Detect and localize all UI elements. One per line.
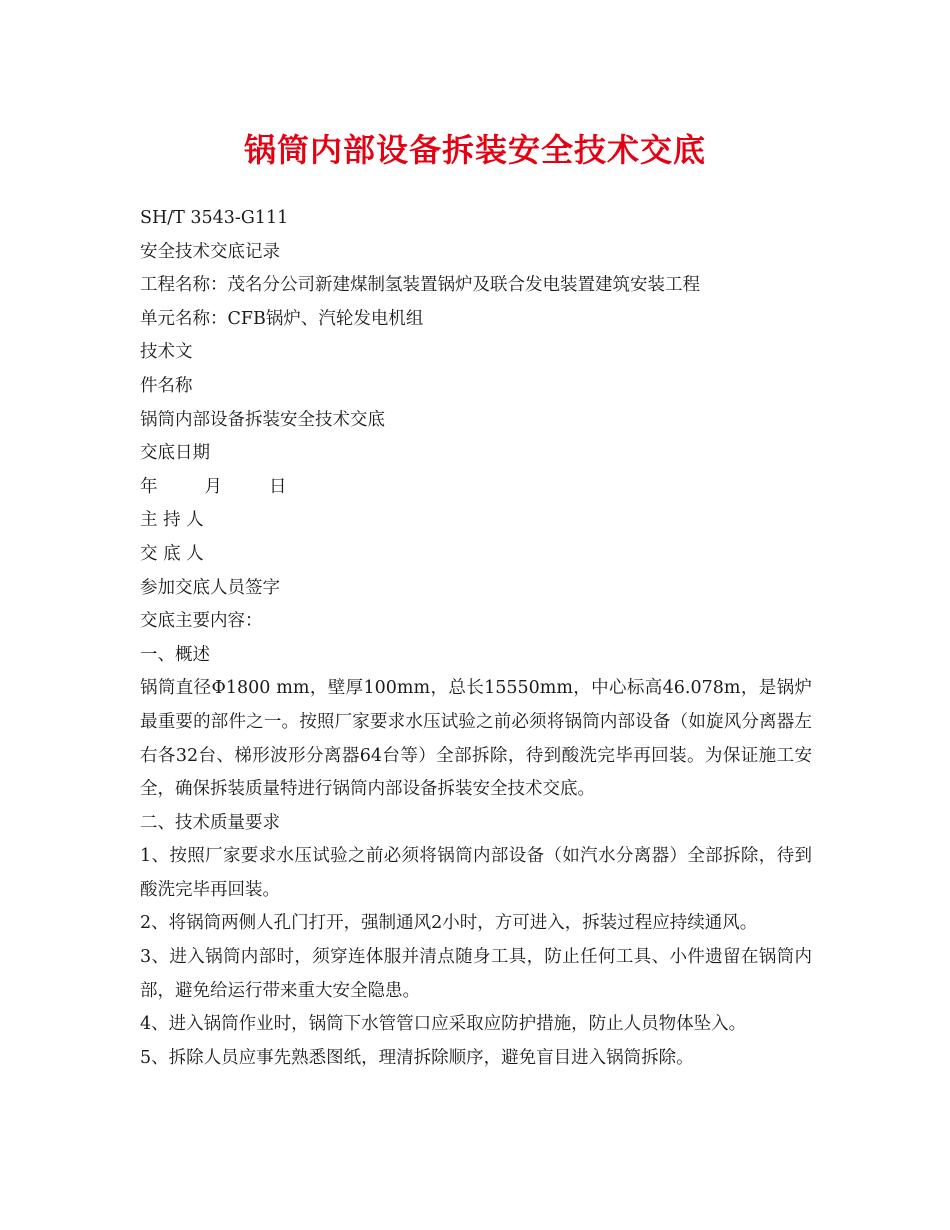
doc-name-value: 锅筒内部设备拆装安全技术交底 — [140, 409, 385, 430]
section-2-heading: 二、技术质量要求 — [140, 812, 280, 833]
host-label: 主 持 人 — [140, 510, 204, 531]
requirement-item-2: 2、将锅筒两侧人孔门打开，强制通风2小时，方可进入，拆装过程应持续通风。 — [140, 913, 758, 934]
section-1-paragraph: 锅筒直径Φ1800 mm，壁厚100mm，总长15550mm，中心标高46.078m，是锅炉最重要的部件之一。按照厂家要求水压试验之前必须将锅筒内部设备（如旋风分离器左右各32台、梯形波形分离器64台等）全部拆除，待到酸洗完毕再回装。为保证施工安全，确保拆装质量特进行锅筒内部设备拆装安全技术交底。 — [140, 678, 812, 800]
requirement-item-3: 3、进入锅筒内部时，须穿连体服并清点随身工具，防止任何工具、小件遗留在锅筒内部，避免给运行带来重大安全隐患。 — [140, 947, 812, 1001]
requirement-item-5: 5、拆除人员应事先熟悉图纸，理清拆除顺序，避免盲目进入锅筒拆除。 — [140, 1047, 694, 1068]
date-day: 日 — [269, 476, 287, 497]
signatures-label: 参加交底人员签字 — [140, 577, 280, 598]
date-month: 月 — [204, 476, 222, 497]
standard-code: SH/T 3543-G111 — [140, 208, 289, 228]
doc-name-label-line-1: 技术文 — [140, 342, 193, 363]
doc-name-label-line-2: 件名称 — [140, 375, 193, 396]
section-1-heading: 一、概述 — [140, 644, 210, 665]
main-content-label: 交底主要内容： — [140, 611, 263, 632]
project-name: 工程名称：茂名分公司新建煤制氢装置锅炉及联合发电装置建筑安装工程 — [140, 275, 700, 296]
document-body — [140, 202, 812, 1075]
date-year: 年 — [140, 476, 158, 497]
requirement-item-4: 4、进入锅筒作业时，锅筒下水管管口应采取应防护措施，防止人员物体坠入。 — [140, 1014, 747, 1035]
date-row — [140, 471, 812, 505]
date-label: 交底日期 — [140, 443, 210, 464]
presenter-label: 交 底 人 — [140, 543, 204, 564]
requirement-item-1: 1、按照厂家要求水压试验之前必须将锅筒内部设备（如汽水分离器）全部拆除，待到酸洗完毕再回装。 — [140, 846, 812, 900]
document-title: 锅筒内部设备拆装安全技术交底 — [243, 131, 706, 169]
record-title: 安全技术交底记录 — [140, 241, 280, 262]
unit-name: 单元名称：CFB锅炉、汽轮发电机组 — [140, 308, 424, 329]
